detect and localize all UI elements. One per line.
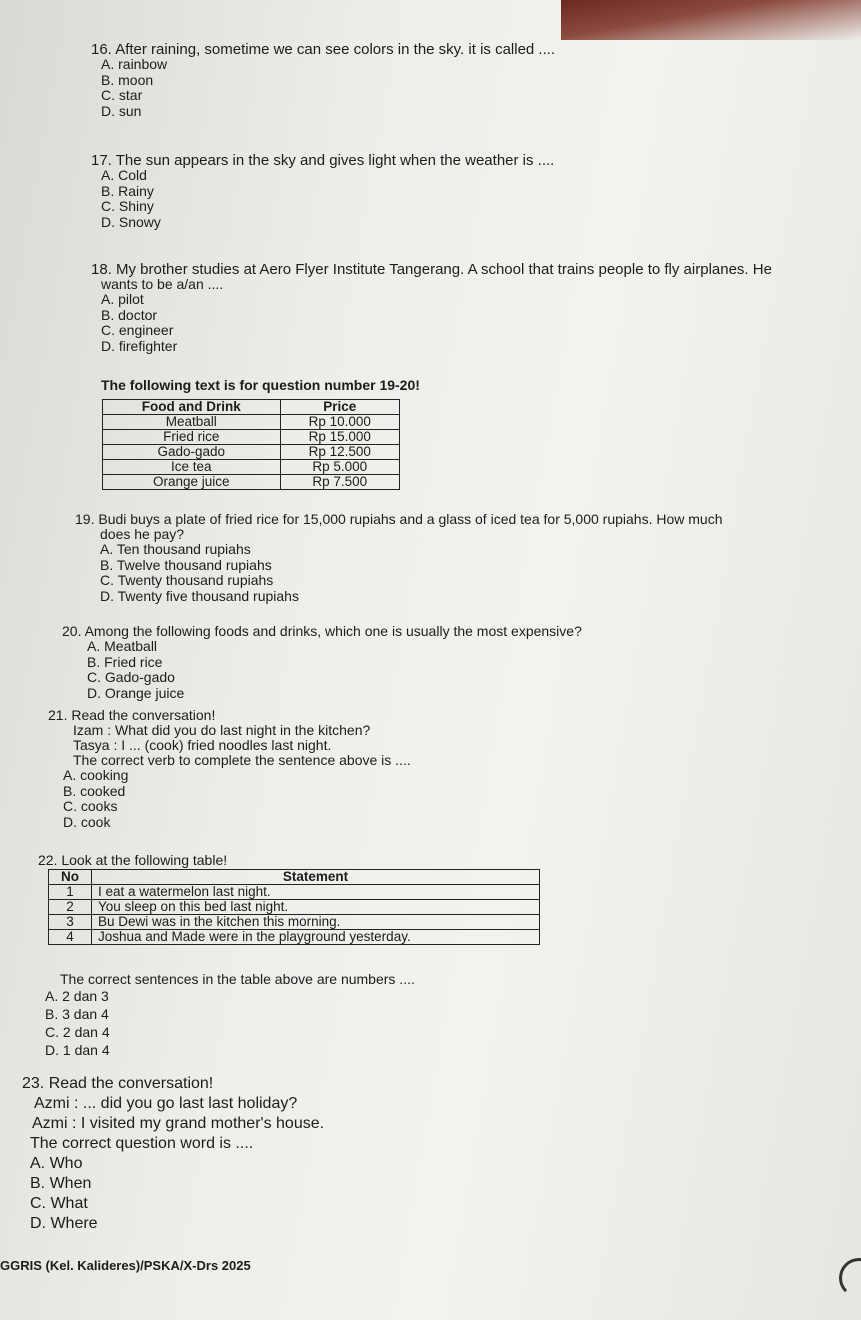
statement-table-header-statement: Statement — [92, 870, 540, 885]
question-22-stem: 22. Look at the following table! — [38, 852, 228, 868]
question-20 — [62, 624, 582, 701]
statement-table — [48, 869, 540, 945]
question-17-stem: 17. The sun appears in the sky and gives light when the weather is .... — [91, 152, 555, 169]
question-23-stem: 23. Read the conversation! — [22, 1075, 214, 1092]
price-table-cell: Rp 7.500 — [280, 475, 399, 490]
statement-table-cell: 3 — [49, 915, 92, 930]
question-20-option-a: A. Meatball — [87, 638, 158, 654]
question-23-line-3: The correct question word is .... — [30, 1135, 254, 1152]
page-footer: GGRIS (Kel. Kalideres)/PSKA/X-Drs 2025 — [0, 1258, 251, 1273]
statement-table-header-no: No — [49, 870, 92, 885]
question-21-option-b: B. cooked — [63, 782, 126, 799]
table-row — [103, 460, 400, 475]
question-16 — [91, 42, 555, 119]
question-20-option-c: C. Gado-gado — [87, 669, 175, 685]
question-19-stem-line2: does he pay? — [100, 526, 185, 542]
price-table-header-price: Price — [280, 400, 399, 415]
question-21 — [48, 708, 411, 830]
question-18-option-c: C. engineer — [101, 322, 174, 338]
price-table-cell: Meatball — [103, 415, 281, 430]
price-table-cell: Orange juice — [103, 475, 281, 490]
intro-19-20: The following text is for question number 19-20! — [101, 377, 420, 393]
question-23-line-1: Azmi : ... did you go last last holiday? — [34, 1095, 298, 1112]
question-18 — [91, 262, 772, 354]
statement-table-header — [49, 870, 540, 885]
question-19-option-a: A. Ten thousand rupiahs — [100, 541, 251, 557]
table-row — [103, 415, 400, 430]
question-18-stem-line2: wants to be a/an .... — [101, 276, 224, 292]
question-16-option-c: C. star — [101, 87, 143, 103]
question-16-stem: 16. After raining, sometime we can see colors in the sky. it is called .... — [91, 41, 556, 58]
price-table-cell: Rp 10.000 — [280, 415, 399, 430]
question-22-option-c: C. 2 dan 4 — [45, 1024, 110, 1040]
question-17-option-d: D. Snowy — [101, 213, 161, 230]
price-table-header — [103, 400, 400, 415]
table-row — [103, 475, 400, 490]
question-16-option-a: A. rainbow — [101, 56, 168, 72]
question-19 — [75, 512, 723, 604]
question-17-option-a: A. Cold — [101, 167, 147, 183]
price-table — [102, 399, 400, 490]
statement-table-cell: 1 — [49, 885, 92, 900]
question-17 — [91, 153, 554, 230]
question-23-option-b: B. When — [30, 1175, 92, 1192]
question-23-option-a: A. Who — [30, 1155, 83, 1172]
question-23-option-d: D. Where — [30, 1215, 98, 1232]
statement-table-cell: Bu Dewi was in the kitchen this morning. — [92, 915, 540, 930]
question-21-line-2: Tasya : I ... (cook) fried noodles last night. — [73, 737, 332, 753]
question-22-option-a: A. 2 dan 3 — [45, 988, 109, 1004]
question-20-option-d: D. Orange juice — [87, 684, 185, 701]
question-22-option-d: D. 1 dan 4 — [45, 1042, 110, 1058]
question-18-stem: 18. My brother studies at Aero Flyer Institute Tangerang. A school that trains people to fly airplanes. He — [91, 261, 772, 278]
question-23-line-2: Azmi : I visited my grand mother's house. — [32, 1115, 325, 1132]
table-row — [103, 445, 400, 460]
question-21-option-a: A. cooking — [63, 767, 129, 783]
question-17-option-c: C. Shiny — [101, 198, 154, 214]
question-23 — [22, 1074, 324, 1234]
question-18-option-a: A. pilot — [101, 291, 144, 307]
question-22 — [45, 971, 415, 1059]
question-16-option-d: D. sun — [101, 102, 142, 119]
statement-table-cell: I eat a watermelon last night. — [92, 885, 540, 900]
question-20-option-b: B. Fried rice — [87, 653, 163, 670]
question-22-option-b: B. 3 dan 4 — [45, 1006, 109, 1022]
question-21-option-d: D. cook — [63, 813, 111, 830]
price-table-cell: Rp 12.500 — [280, 445, 399, 460]
question-17-option-b: B. Rainy — [101, 182, 154, 199]
statement-table-cell: You sleep on this bed last night. — [92, 900, 540, 915]
question-21-option-c: C. cooks — [63, 798, 118, 814]
question-21-stem: 21. Read the conversation! — [48, 707, 216, 723]
price-table-cell: Fried rice — [103, 430, 281, 445]
question-21-line-1: Izam : What did you do last night in the kitchen? — [73, 722, 371, 738]
question-21-line-3: The correct verb to complete the sentence above is .... — [73, 752, 411, 768]
question-19-option-b: B. Twelve thousand rupiahs — [100, 556, 272, 573]
table-row — [103, 430, 400, 445]
table-row — [49, 915, 540, 930]
binder-ring-icon — [839, 1258, 861, 1298]
question-23-option-c: C. What — [30, 1195, 88, 1212]
price-table-cell: Rp 15.000 — [280, 430, 399, 445]
table-row — [49, 900, 540, 915]
price-table-cell: Ice tea — [103, 460, 281, 475]
question-19-stem: 19. Budi buys a plate of fried rice for 15,000 rupiahs and a glass of iced tea for 5,000 rupiahs. How much — [75, 511, 723, 527]
question-18-option-d: D. firefighter — [101, 337, 178, 354]
question-18-option-b: B. doctor — [101, 306, 158, 323]
price-table-cell: Gado-gado — [103, 445, 281, 460]
background-corner — [561, 0, 861, 40]
price-table-cell: Rp 5.000 — [280, 460, 399, 475]
question-22-after: The correct sentences in the table above are numbers .... — [60, 971, 415, 987]
question-19-option-c: C. Twenty thousand rupiahs — [100, 572, 274, 588]
table-row — [49, 885, 540, 900]
question-19-option-d: D. Twenty five thousand rupiahs — [100, 587, 299, 604]
statement-table-cell: 4 — [49, 930, 92, 945]
statement-table-cell: 2 — [49, 900, 92, 915]
statement-table-cell: Joshua and Made were in the playground yesterday. — [92, 930, 540, 945]
table-row — [49, 930, 540, 945]
question-16-option-b: B. moon — [101, 71, 154, 88]
price-table-header-food: Food and Drink — [103, 400, 281, 415]
question-20-stem: 20. Among the following foods and drinks, which one is usually the most expensive? — [62, 623, 582, 639]
